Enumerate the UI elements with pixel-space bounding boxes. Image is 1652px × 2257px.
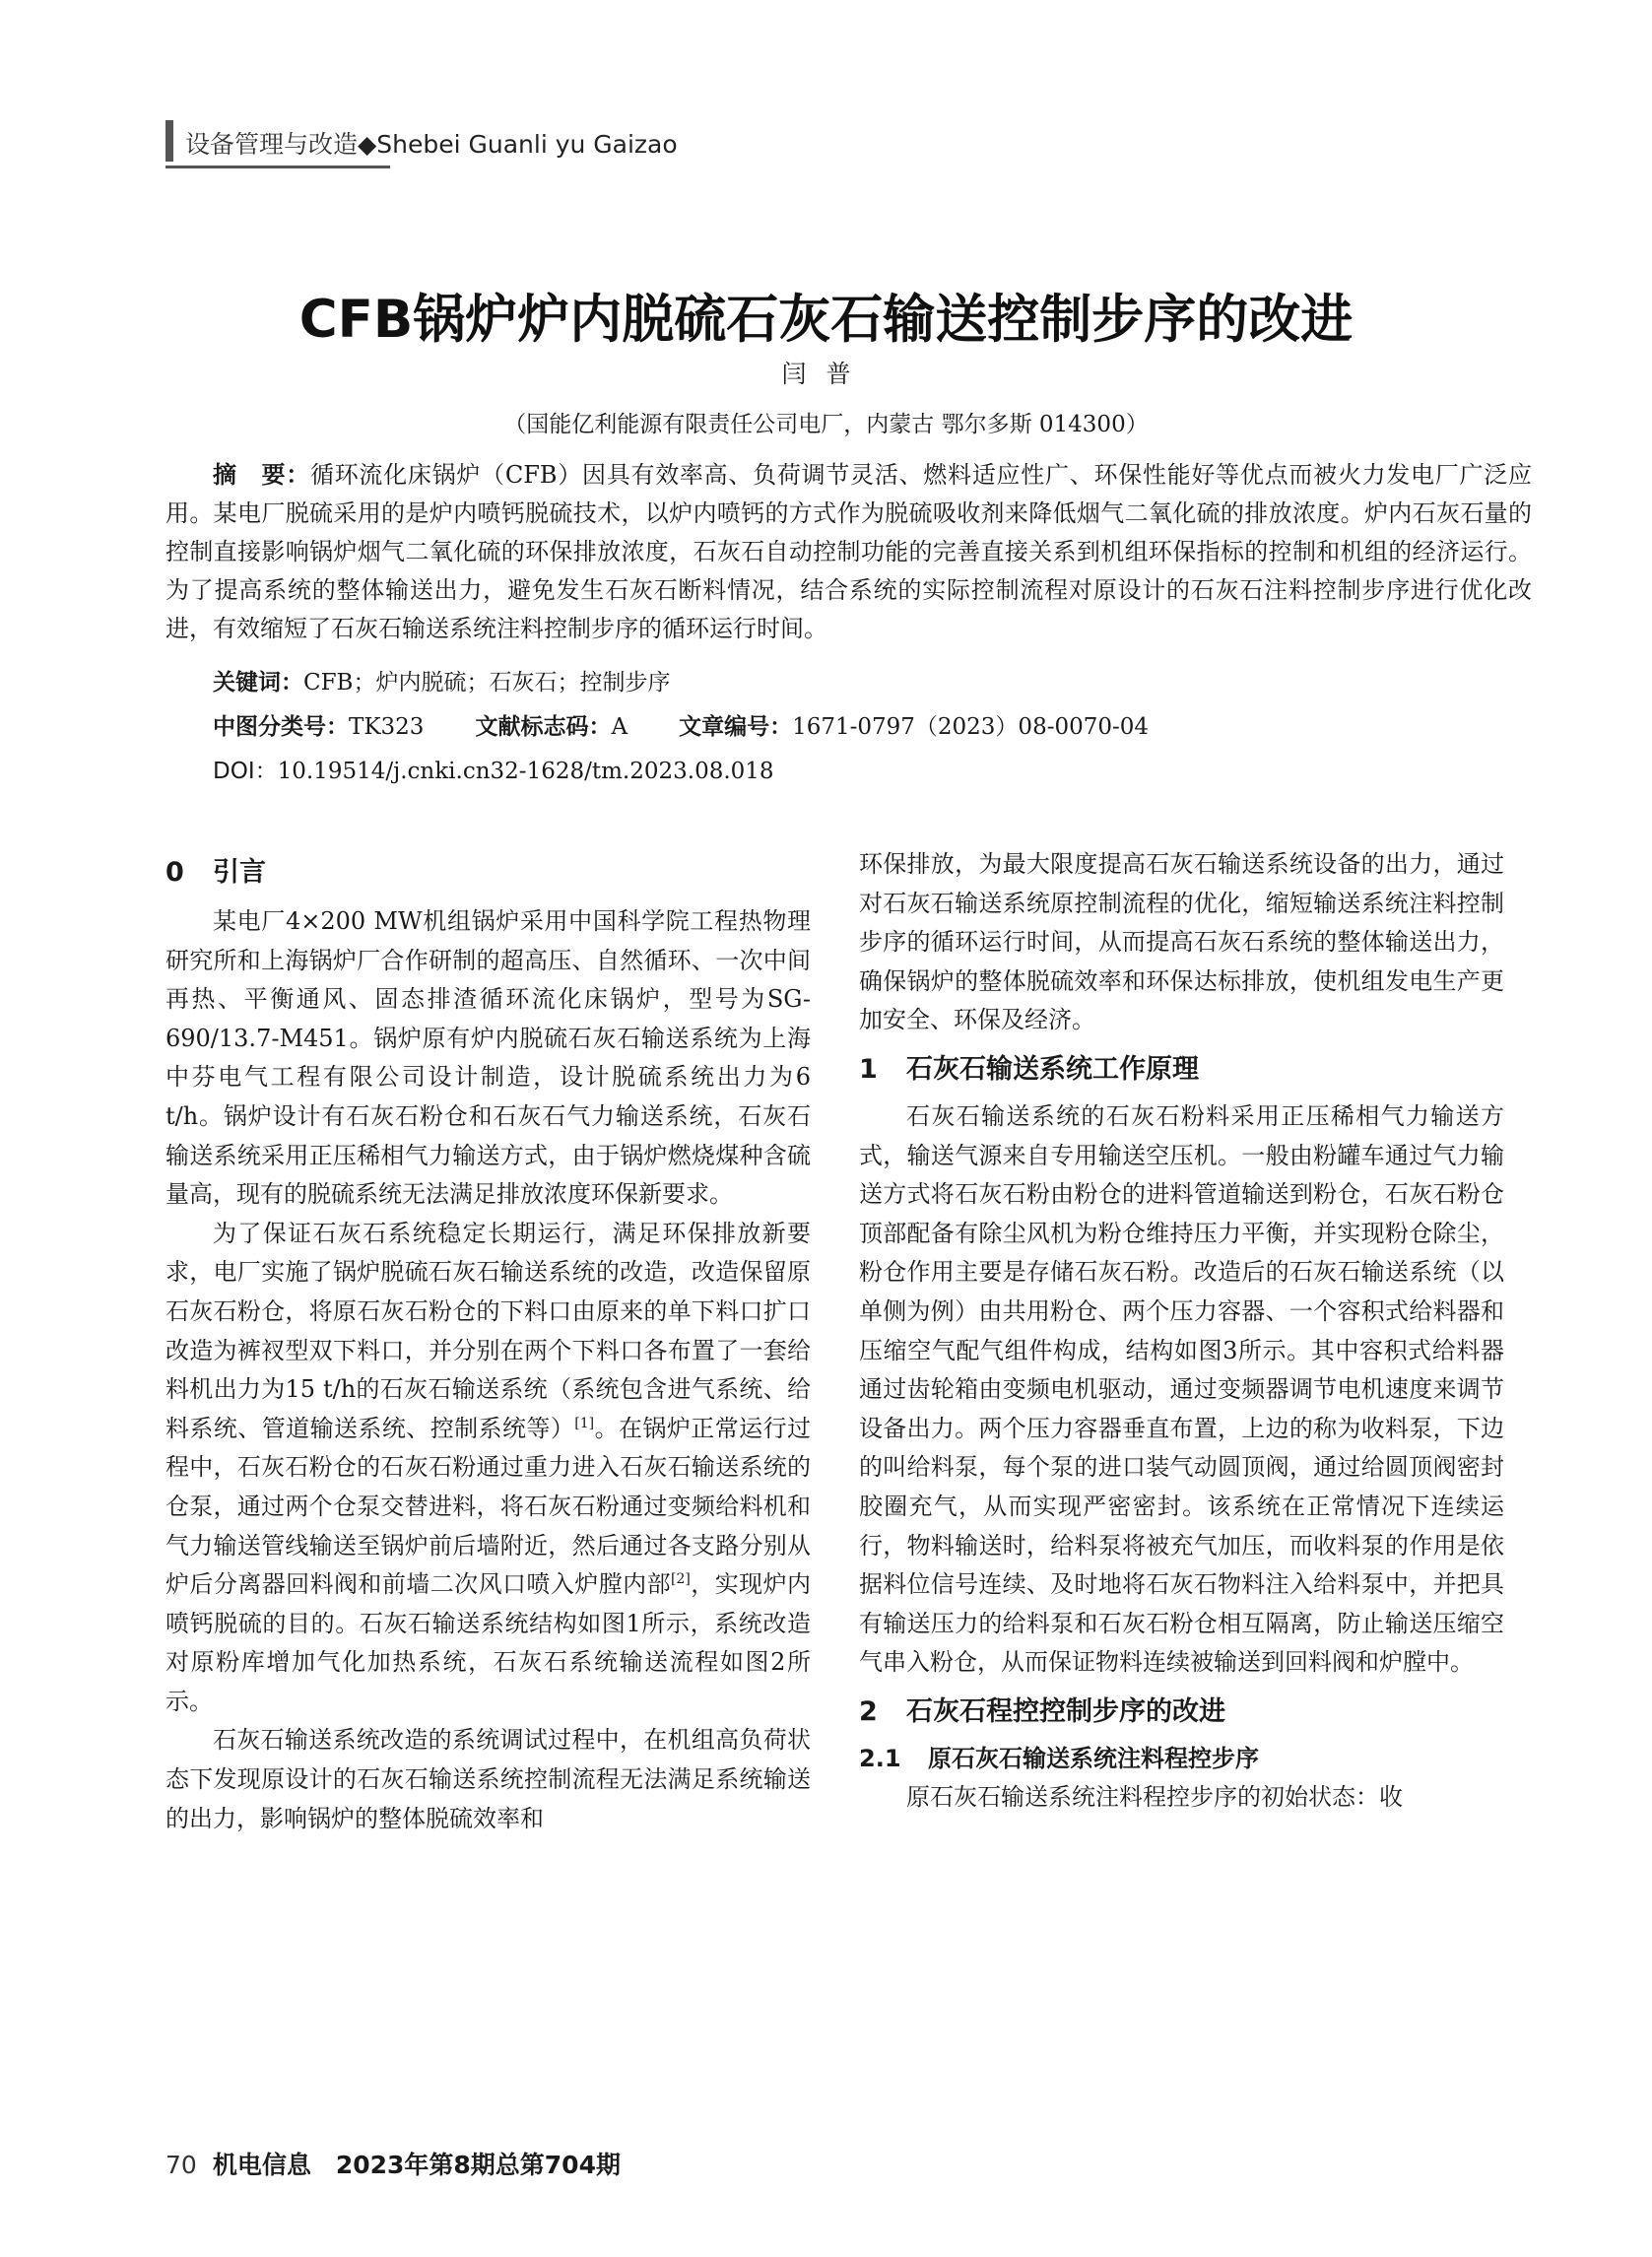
clc-value: TK323	[349, 714, 425, 740]
subsection-title: 原石灰石输送系统注料程控步序	[928, 1744, 1259, 1772]
journal-info: 机电信息 2023年第8期总第704期	[212, 2151, 621, 2179]
doc-code-value: A	[611, 714, 628, 740]
citation[interactable]: [2]	[671, 1571, 691, 1588]
section-title: 引言	[213, 857, 266, 888]
paragraph	[165, 1215, 811, 1722]
clc-label: 中图分类号：	[213, 714, 349, 740]
doc-code-label: 文献标志码：	[475, 714, 612, 740]
header-underline	[165, 166, 390, 168]
abstract-text: 循环流化床锅炉（CFB）因具有效率高、负荷调节灵活、燃料适应性广、环保性能好等优点而被火力发电厂广泛应用。某电厂脱硫采用的是炉内喷钙脱硫技术，以炉内喷钙的方式作为脱硫吸收剂来降低烟气二氧化硫的排放浓度。炉内石灰石量的控制直接影响锅炉烟气二氧化硫的环保排放浓度，石灰石自动控制功能的完善直接关系到机组环保指标的控制和机组的经济运行。为了提高系统的整体输送出力，避免发生石灰石断料情况，结合系统的实际控制流程对原设计的石灰石注料控制步序进行优化改进，有效缩短了石灰石输送系统注料控制步序的循环运行时间。	[165, 461, 1532, 642]
paragraph: 石灰石输送系统的石灰石粉料采用正压稀相气力输送方式，输送气源来自专用输送空压机。一般由粉罐车通过气力输送方式将石灰石粉由粉仓的进料管道输送到粉仓，石灰石粉仓顶部配备有除尘风机为粉仓维持压力平衡，并实现粉仓除尘，粉仓作用主要是存储石灰石粉。改造后的石灰石输送系统（以单侧为例）由共用粉仓、两个压力容器、一个容积式给料器和压缩空气配气组件构成，结构如图3所示。其中容积式给料器通过齿轮箱由变频电机驱动，通过变频器调节电机速度来调节设备出力。两个压力容器垂直布置，上边的称为收料泵，下边的叫给料泵，每个泵的进口装气动圆顶阀，通过给圆顶阀密封胶圈充气，从而实现严密密封。该系统在正常情况下连续运行，物料输送时，给料泵将被充气加压，而收料泵的作用是依据料位信号连续、及时地将石灰石物料注入给料泵中，并把具有输送压力的给料泵和石灰石粉仓相互隔离，防止输送压缩空气串入粉仓，从而保证物料连续被输送到回料阀和炉膛中。	[859, 1101, 1504, 1677]
header-section-pinyin: Shebei Guanli yu Gaizao	[376, 130, 678, 159]
classification-line	[213, 708, 1149, 741]
article-number-label: 文章编号：	[679, 714, 793, 740]
paragraph-continued: 环保排放，为最大限度提高石灰石输送系统设备的出力，通过对石灰石输送系统原控制流程的优化，缩短输送系统注料控制步序的循环运行时间，从而提高石灰石系统的整体输送出力，确保锅炉的整体脱硫效率和环保达标排放，使机组发电生产更加安全、环保及经济。	[859, 850, 1504, 1034]
section-heading	[859, 1042, 1504, 1094]
section-number: 2	[859, 1695, 878, 1727]
abstract	[165, 456, 1532, 648]
right-column	[859, 845, 1504, 1818]
subsection-heading	[859, 1740, 1504, 1779]
subsection-number: 2.1	[859, 1744, 901, 1772]
paragraph: 某电厂4×200 MW机组锅炉采用中国科学院工程热物理研究所和上海锅炉厂合作研制的超高压、自然循环、一次中间再热、平衡通风、固态排渣循环流化床锅炉，型号为SG-690/13.7-M451。锅炉原有炉内脱硫石灰石输送系统为上海中芬电气工程有限公司设计制造，设计脱硫系统出力为6 t/h。锅炉设计有石灰石粉仓和石灰石气力输送系统，石灰石输送系统采用正压稀相气力输送方式，由于锅炉燃烧煤种含硫量高，现有的脱硫系统无法满足排放浓度环保新要求。	[165, 907, 811, 1209]
citation[interactable]: [1]	[574, 1415, 595, 1431]
section-title: 石灰石程控控制步序的改进	[906, 1695, 1225, 1727]
section-title: 石灰石输送系统工作原理	[906, 1053, 1199, 1085]
article-number-value: 1671-0797（2023）08-0070-04	[792, 714, 1150, 740]
article-title: CFB锅炉炉内脱硫石灰石输送控制步序的改进	[298, 290, 1354, 350]
left-column	[165, 845, 811, 1838]
keywords-text: CFB；炉内脱硫；石灰石；控制步序	[303, 670, 671, 696]
paragraph: 石灰石输送系统改造的系统调试过程中，在机组高负荷状态下发现原设计的石灰石输送系统控制流程无法满足系统输送的出力，影响锅炉的整体脱硫效率和	[165, 1726, 811, 1832]
header-text	[185, 125, 678, 161]
doi-label: DOI：	[213, 759, 278, 784]
article-affiliation: （国能亿利能源有限责任公司电厂，内蒙古 鄂尔多斯 014300）	[503, 412, 1149, 437]
paragraph: 原石灰石输送系统注料程控步序的初始状态：收	[906, 1783, 1403, 1812]
doi-value: 10.19514/j.cnki.cn32-1628/tm.2023.08.018	[277, 759, 774, 784]
header-section-zh: 设备管理与改造	[185, 130, 359, 159]
section-heading	[165, 845, 811, 896]
page-number: 70	[165, 2151, 197, 2179]
diamond-icon: ◆	[358, 130, 377, 159]
paragraph-text: ，实现炉内喷钙脱硫的目的。石灰石输送系统结构如图1所示，系统改造对原粉库增加气化加热系统，石灰石系统输送流程如图2所示。	[165, 1570, 812, 1715]
header-bar	[165, 120, 173, 162]
abstract-label: 摘 要：	[213, 461, 310, 489]
keywords-label: 关键词：	[213, 670, 303, 696]
paragraph-text: 。在锅炉正常运行过程中，石灰石粉仓的石灰石粉通过重力进入石灰石输送系统的仓泵，通过两个仓泵交替进料，将石灰石粉通过变频给料机和气力输送管线输送至锅炉前后墙附近，然后通过各支路分别从炉后分离器回料阀和前墙二次风口喷入炉膛内部	[165, 1414, 812, 1599]
page-footer	[165, 2146, 621, 2181]
paragraph-text: 为了保证石灰石系统稳定长期运行，满足环保排放新要求，电厂实施了锅炉脱硫石灰石输送系统的改造，改造保留原石灰石粉仓，将原石灰石粉仓的下料口由原来的单下料口扩口改造为裤衩型双下料口，并分别在两个下料口各布置了一套给料机出力为15 t/h的石灰石输送系统（系统包含进气系统、给料系统、管道输送系统、控制系统等）	[165, 1219, 811, 1442]
section-number: 1	[859, 1053, 878, 1085]
section-heading	[859, 1685, 1504, 1736]
article-author: 闫普	[781, 360, 871, 388]
section-number: 0	[165, 857, 184, 888]
doi-line	[213, 753, 774, 785]
keywords	[213, 664, 670, 697]
